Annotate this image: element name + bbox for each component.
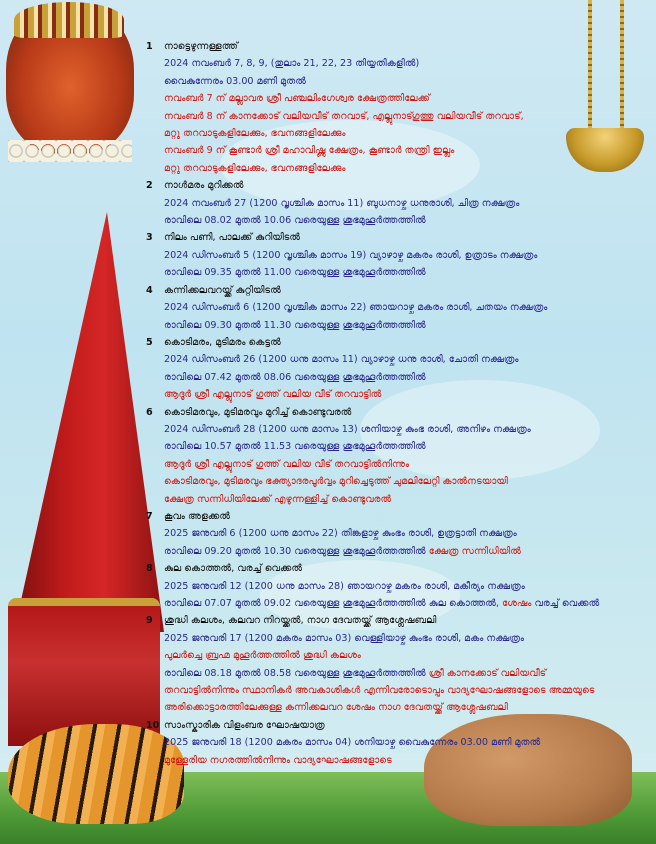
item-title: നിലം പണി, പാലക്ക് കുറിയിടൽ xyxy=(164,232,301,244)
schedule-item xyxy=(146,717,650,769)
item-line: 2024 ഡിസംബർ 6 (1200 വൃശ്ചിക മാസം 22) ഞായറാഴ്ച മകരം രാശി, ചതയം നക്ഷത്രം xyxy=(164,302,548,314)
item-line: 2024 ഡിസംബർ 5 (1200 വൃശ്ചിക മാസം 19) വ്യാഴാഴ്ച മകരം രാശി, ഉത്രാടം നക്ഷത്രം xyxy=(164,249,538,261)
item-line: വൈകുന്നേരം 03.00 മണി മുതൽ xyxy=(164,75,306,87)
item-line: രാവിലെ 07.42 മുതൽ 08.06 വരെയുള്ള ശുഭമുഹൂർത്തത്തിൽ xyxy=(164,371,426,383)
item-number: 5 xyxy=(146,336,153,348)
item-line: മറ്റു തറവാടുകളിലേക്കും, ഭവനങ്ങളിലേക്കും xyxy=(164,128,346,140)
item-number: 2 xyxy=(146,180,153,192)
item-line: രാവിലെ 08.02 മുതൽ 10.06 വരെയുള്ള ശുഭമുഹൂർത്തത്തിൽ xyxy=(164,215,426,227)
item-line-highlight: ശ്രീ കാനക്കോട് വലിയവീട് xyxy=(428,667,547,679)
item-line: പുലർച്ചെ ബ്രഹ്മ മുഹൂർത്തത്തിൽ ശുദ്ധി കലശം xyxy=(164,650,361,662)
item-line: രാവിലെ 09.30 മുതൽ 11.30 വരെയുള്ള ശുഭമുഹൂർത്തത്തിൽ xyxy=(164,319,426,331)
item-line-tail: വരച്ച് വെക്കൽ xyxy=(531,598,600,609)
item-line: മുള്ളേരിയ നഗരത്തിൽനിന്നും വാദ്യഘോഷങ്ങളോടെ xyxy=(164,754,392,766)
item-number: 1 xyxy=(146,41,153,52)
item-line: രാവിലെ 08.18 മുതൽ 08.58 വരെയുള്ള ശുഭമുഹൂർത്തത്തിൽ xyxy=(164,667,429,679)
item-line: രാവിലെ 10.57 മുതൽ 11.53 വരെയുള്ള ശുഭമുഹൂർത്തത്തിൽ xyxy=(164,441,426,453)
item-line-highlight: ശേഷം xyxy=(502,598,532,609)
item-title: നാട്ടെഴുന്നള്ളത്ത് xyxy=(164,41,238,52)
bead-necklace-image xyxy=(8,140,132,162)
item-line: ക്ഷേത്ര സന്നിധിയിലേക്ക് എഴുന്നള്ളിച്ച് കൊണ്ടുവരൽ xyxy=(164,493,392,505)
item-title: ശുദ്ധി കലശം, കലവറ നിറയ്ക്കൽ, നാഗ ദേവതയ്ക്ക് ആശ്ലേഷബലി xyxy=(164,615,437,627)
ritual-schedule-list xyxy=(146,38,650,769)
item-line: കൊടിമരവും, മുടിമരവും ഭക്ത്യാദരപൂർവ്വം മുറിച്ചെടുത്ത് ചുമലിലേറ്റി കാൽനടയായി xyxy=(164,476,508,488)
item-number: 7 xyxy=(146,510,153,522)
item-title: കന്നിക്കലവറയ്ക്ക് കുറ്റിയിടൽ xyxy=(164,284,281,296)
item-title: കൂവം അളക്കൽ xyxy=(164,510,231,522)
item-number: 10 xyxy=(146,719,160,731)
item-line: 2025 ജനുവരി 6 (1200 ധനു മാസം 22) തിങ്കളാഴ്ച കുംഭം രാശി, ഉത്രട്ടാതി നക്ഷത്രം xyxy=(164,528,517,540)
item-line: നവംബർ 9 ന് കൂണ്ടാർ ശ്രീ മഹാവിഷ്ണു ക്ഷേത്രം, കൂണ്ടാർ തന്ത്രി ഇല്ലം xyxy=(164,145,455,157)
item-line: 2025 ജനുവരി 18 (1200 മകരം മാസം 04) ശനിയാഴ്ച വൈകുന്നേരം 03.00 മണി മുതൽ xyxy=(164,737,541,749)
item-number: 4 xyxy=(146,284,153,296)
item-line: 2025 ജനുവരി 17 (1200 മകരം മാസം 03) വെള്ളിയാഴ്ച കുംഭം രാശി, മകം നക്ഷത്രം xyxy=(164,632,525,644)
item-line: നവംബർ 7 ന് മല്ലാവര ശ്രീ പഞ്ചലിംഗേശ്വര ക്ഷേത്രത്തിലേക്ക് xyxy=(164,93,430,105)
schedule-item xyxy=(146,612,650,716)
red-headdress-image xyxy=(14,212,164,632)
item-number: 8 xyxy=(146,563,153,575)
schedule-item xyxy=(146,508,650,560)
item-number: 6 xyxy=(146,406,153,418)
item-line: 2024 ഡിസംബർ 28 (1200 ധനു മാസം 13) ശനിയാഴ്ച കുംഭ രാശി, അനിഴം നക്ഷത്രം xyxy=(164,423,531,435)
item-number: 9 xyxy=(146,615,153,627)
item-line: രാവിലെ 09.35 മുതൽ 11.00 വരെയുള്ള ശുഭമുഹൂർത്തത്തിൽ xyxy=(164,267,426,279)
schedule-item xyxy=(146,229,650,281)
item-line: ആദൂർ ശ്രീ എല്ലുനാട് ഗുത്ത് വലിയ വീട് തറവാട്ടിൽനിന്നും xyxy=(164,458,410,470)
item-title: നാൾമരം മുറിക്കൽ xyxy=(164,180,244,192)
schedule-item xyxy=(146,404,650,508)
schedule-item xyxy=(146,334,650,404)
item-line: 2025 ജനുവരി 12 (1200 ധനു മാസം 28) ഞായറാഴ്ച മകരം രാശി, മകീര്യം നക്ഷത്രം xyxy=(164,580,525,592)
item-number: 3 xyxy=(146,232,153,244)
schedule-item xyxy=(146,38,650,177)
item-line: അരിക്കൊട്ടാരത്തിലേക്കുള്ള കന്നിക്കലവറ ശേഷം നാഗ ദേവതയ്ക്ക് ആശ്ലേഷബലി xyxy=(164,702,508,714)
schedule-item xyxy=(146,560,650,612)
item-line: നവംബർ 8 ന് കാനക്കോട് വലിയവീട് തറവാട്, എല്ലുനാട്ഗുത്തു വലിയവീട് തറവാട്, xyxy=(164,110,524,122)
item-title: കൊടിമരം, മുടിമരം കെട്ടൽ xyxy=(164,336,281,348)
schedule-item xyxy=(146,282,650,334)
item-line: 2024 നവംബർ 7, 8, 9, (തുലാം 21, 22, 23 തിയ്യതികളിൽ) xyxy=(164,58,420,70)
item-line: രാവിലെ 09.20 മുതൽ 10.30 വരെയുള്ള ശുഭമുഹൂർത്തത്തിൽ xyxy=(164,545,429,557)
item-line: രാവിലെ 07.07 മുതൽ 09.02 വരെയുള്ള ശുഭമുഹൂർത്തത്തിൽ കുല കൊത്തൽ, xyxy=(164,598,503,609)
item-title: സാംസ്കാരിക വിളംബര ഘോഷയാത്ര xyxy=(164,719,325,731)
item-line: തറവാട്ടിൽനിന്നും സ്ഥാനികർ അവകാശികൾ എന്നിവരോടൊപ്പം വാദ്യഘോഷങ്ങളോടെ അമ്മയുടെ xyxy=(164,685,595,697)
item-title: കൊടിമരവും, മുടിമരവും മുറിച്ച് കൊണ്ടുവരൽ xyxy=(164,406,352,418)
item-line: 2024 നവംബർ 27 (1200 വൃശ്ചിക മാസം 11) ബുധനാഴ്ച ധനുരാശി, ചിത്ര നക്ഷത്രം xyxy=(164,197,520,209)
item-title: കുല കൊത്തൽ, വരച്ച് വെക്കൽ xyxy=(164,563,303,575)
schedule-item xyxy=(146,177,650,229)
theyyam-crown-image xyxy=(14,2,124,38)
item-line: ആദൂർ ശ്രീ എല്ലുനാട് ഗുത്ത് വലിയ വീട് തറവാട്ടിൽ xyxy=(164,389,382,401)
item-line: 2024 ഡിസംബർ 26 (1200 ധനു മാസം 11) വ്യാഴാഴ്ച ധനു രാശി, ചോതി നക്ഷത്രം xyxy=(164,354,519,366)
item-line: മറ്റു തറവാടുകളിലേക്കും, ഭവനങ്ങളിലേക്കും xyxy=(164,162,346,174)
item-line-highlight: ക്ഷേത്ര സന്നിധിയിൽ xyxy=(428,545,521,557)
